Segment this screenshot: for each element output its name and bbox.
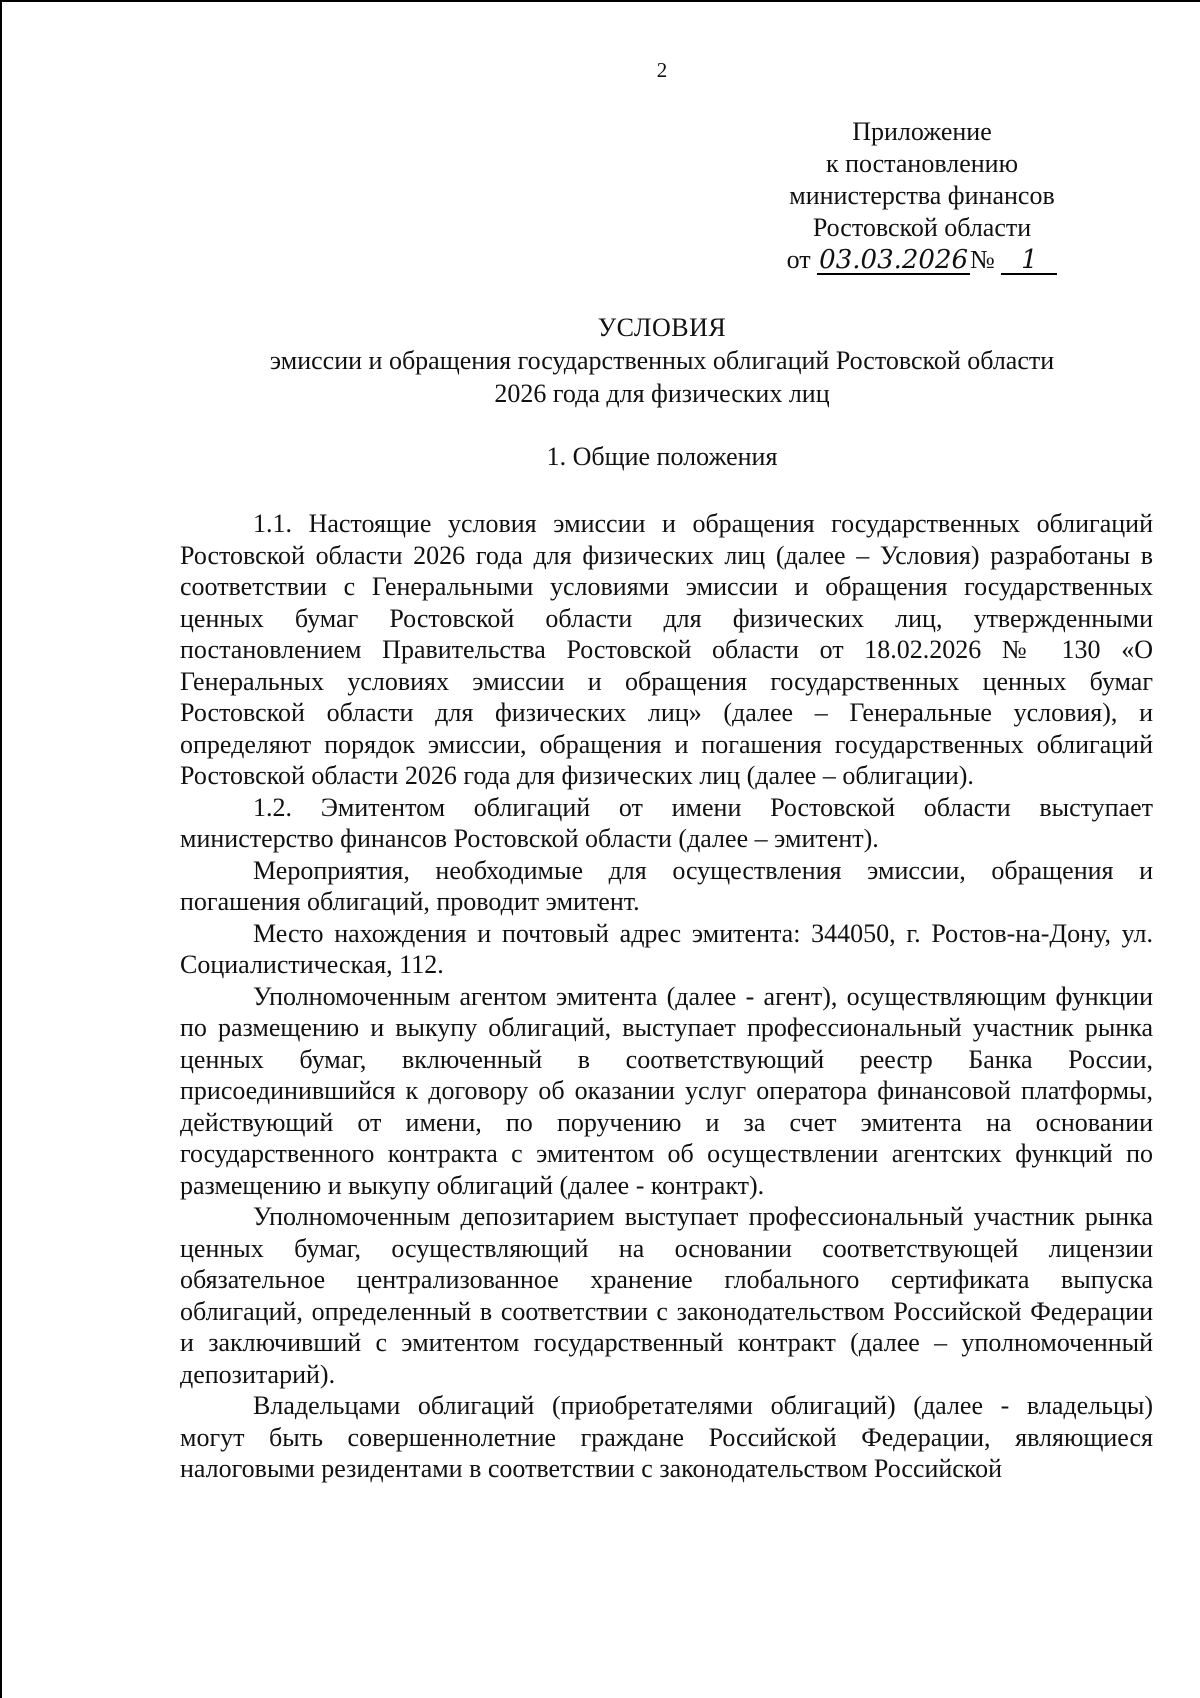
paragraph: Владельцами облигаций (приобретателями облигаций) (далее - владельцы) могут быть совершеннолетние граждане Российской Федерации, являющиеся налоговыми резидентами в соответствии с законодательством Российской xyxy=(180,1391,1153,1483)
date-prefix: от xyxy=(786,245,811,274)
approval-date-line xyxy=(762,244,1082,276)
document-subtitle-line-2: 2026 года для физических лиц xyxy=(494,379,830,408)
paragraph: Место нахождения и почтовый адрес эмитента: 344050, г. Ростов-на-Дону, ул. Социалистическая, 112. xyxy=(180,918,1153,979)
document-title: УСЛОВИЯ xyxy=(597,313,727,342)
paragraph: Мероприятия, необходимые для осуществления эмиссии, обращения и погашения облигаций, проводит эмитент. xyxy=(180,855,1153,916)
document-subtitle-line-1: эмиссии и обращения государственных облигаций Ростовской области xyxy=(269,346,1055,375)
paragraph: 1.2. Эмитентом облигаций от имени Ростовской области выступает министерство финансов Ростовской области (далее – эмитент). xyxy=(180,792,1153,853)
approval-line-1: Приложение xyxy=(852,117,992,146)
paragraph: Уполномоченным агентом эмитента (далее - агент), осуществляющим функции по размещению и выкупу облигаций, выступает профессиональный участник рынка ценных бумаг, включенный в соответствующий реестр Банка России, присоединившийся к договору об оказании услуг оператора финансовой платформы, действующий от имени, по поручению и за счет эмитента на основании государственного контракта с эмитентом об осуществлении агентских функций по размещению и выкупу облигаций (далее - контракт). xyxy=(180,981,1153,1200)
page-number: 2 xyxy=(656,58,668,82)
approval-line-3: министерства финансов xyxy=(789,181,1055,210)
number-prefix: № xyxy=(970,245,995,274)
approval-line-2: к постановлению xyxy=(825,149,1019,178)
handwritten-number: 1 xyxy=(1001,247,1057,275)
approval-stamp xyxy=(762,116,1082,276)
approval-line-4: Ростовской области xyxy=(812,213,1032,242)
paragraph: Уполномоченным депозитарием выступает профессиональный участник рынка ценных бумаг, осуществляющий на основании соответствующей лицензии обязательное централизованное хранение глобального сертификата выпуска облигаций, определенный в соответствии с законодательством Российской Федерации и заключивший с эмитентом государственный контракт (далее – уполномоченный депозитарий). xyxy=(180,1202,1153,1389)
document-body xyxy=(180,508,1153,1485)
handwritten-date: 03.03.2026 xyxy=(819,245,969,275)
section-heading: 1. Общие положения xyxy=(546,442,778,471)
paragraph: 1.1. Настоящие условия эмиссии и обращения государственных облигаций Ростовской области 2026 года для физических лиц (далее – Условия) разработаны в соответствии с Генеральными условиями эмиссии и обращения государственных ценных бумаг Ростовской области для физических лиц, утвержденными постановлением Правительства Ростовской области от 18.02.2026 № 130 «О Генеральных условиях эмиссии и обращения государственных ценных бумаг Ростовской области для физических лиц» (далее – Генеральные условия), и определяют порядок эмиссии, обращения и погашения государственных облигаций Ростовской области 2026 года для физических лиц (далее – облигации). xyxy=(180,509,1153,790)
document-title-block xyxy=(2,311,1200,410)
